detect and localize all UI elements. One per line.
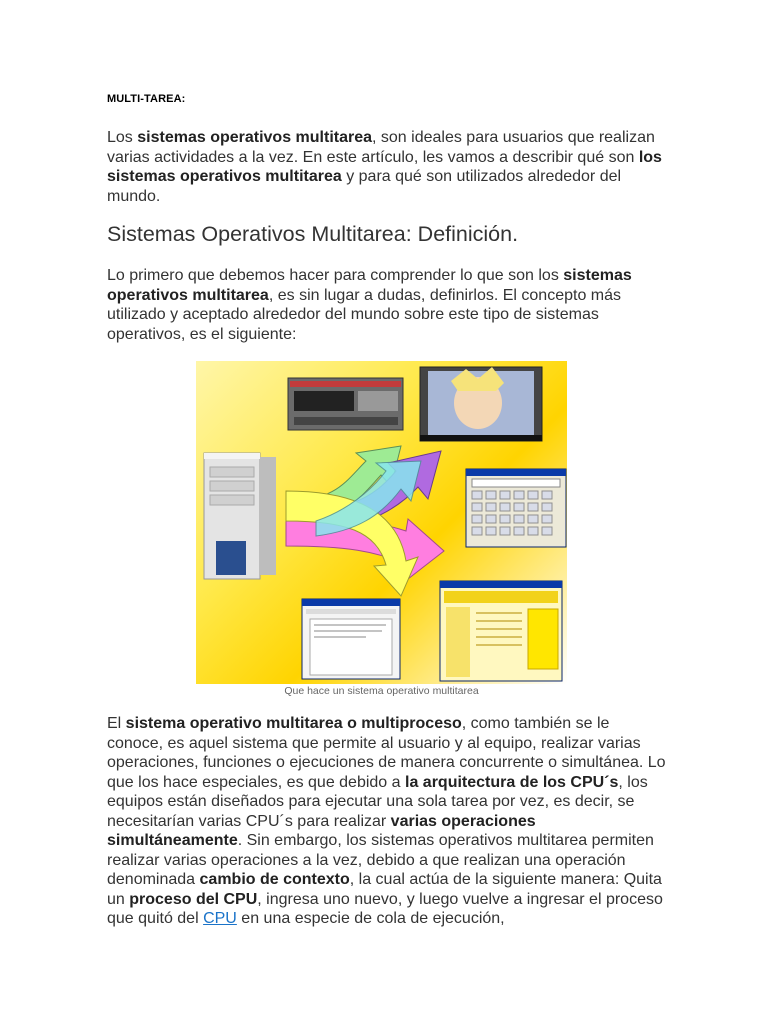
arrows [286, 446, 444, 596]
definition-paragraph: Lo primero que debemos hacer para comprender lo que son los sistemas operativos multitarea, es sin lugar a dudas, definirlos. El concepto más utilizado y aceptado alrededor del mundo sobre este tipo de sistemas operativos, es el siguiente: [107, 267, 632, 343]
media-player-window [288, 378, 403, 430]
computer-tower [204, 453, 276, 579]
multitask-figure [196, 361, 567, 684]
cpu-link[interactable]: CPU [203, 910, 237, 927]
browser-window [440, 581, 562, 681]
word-processor-window [302, 599, 400, 679]
page-title: Sistemas Operativos Multitarea: Definición. [107, 222, 519, 246]
section-label: MULTI-TAREA: [107, 93, 186, 105]
intro-paragraph: Los sistemas operativos multitarea, son ideales para usuarios que realizan varias actividades a la vez. En este artículo, les vamos a describir qué son los sistemas operativos multitarea y para qué son utilizados alrededor del mundo. [107, 129, 662, 205]
body-paragraph: El sistema operativo multitarea o multiproceso, como también se le conoce, es aquel sistema que permite al usuario y al equipo, realizar varias operaciones, funciones o ejecuciones de manera concurrente o simultánea. Lo que los hace especiales, es que debido a la arquitectura de los CPU´s, los equipos están diseñados para ejecutar una sola tarea por vez, es decir, se necesitarían varias CPU´s para realizar varias operaciones simultáneamente. Sin embargo, los sistemas operativos multitarea permiten realizar varias operaciones a la vez, debido a que realizan una operación denominada cambio de contexto, la cual actúa de la siguiente manera: Quita un proceso del CPU, ingresa uno nuevo, y luego vuelve a ingresar el proceso que quitó del CPU en una especie de cola de ejecución, [107, 715, 666, 927]
figure-caption: Que hace un sistema operativo multitarea [284, 685, 479, 697]
video-window [420, 367, 542, 441]
calculator-window [466, 469, 566, 547]
